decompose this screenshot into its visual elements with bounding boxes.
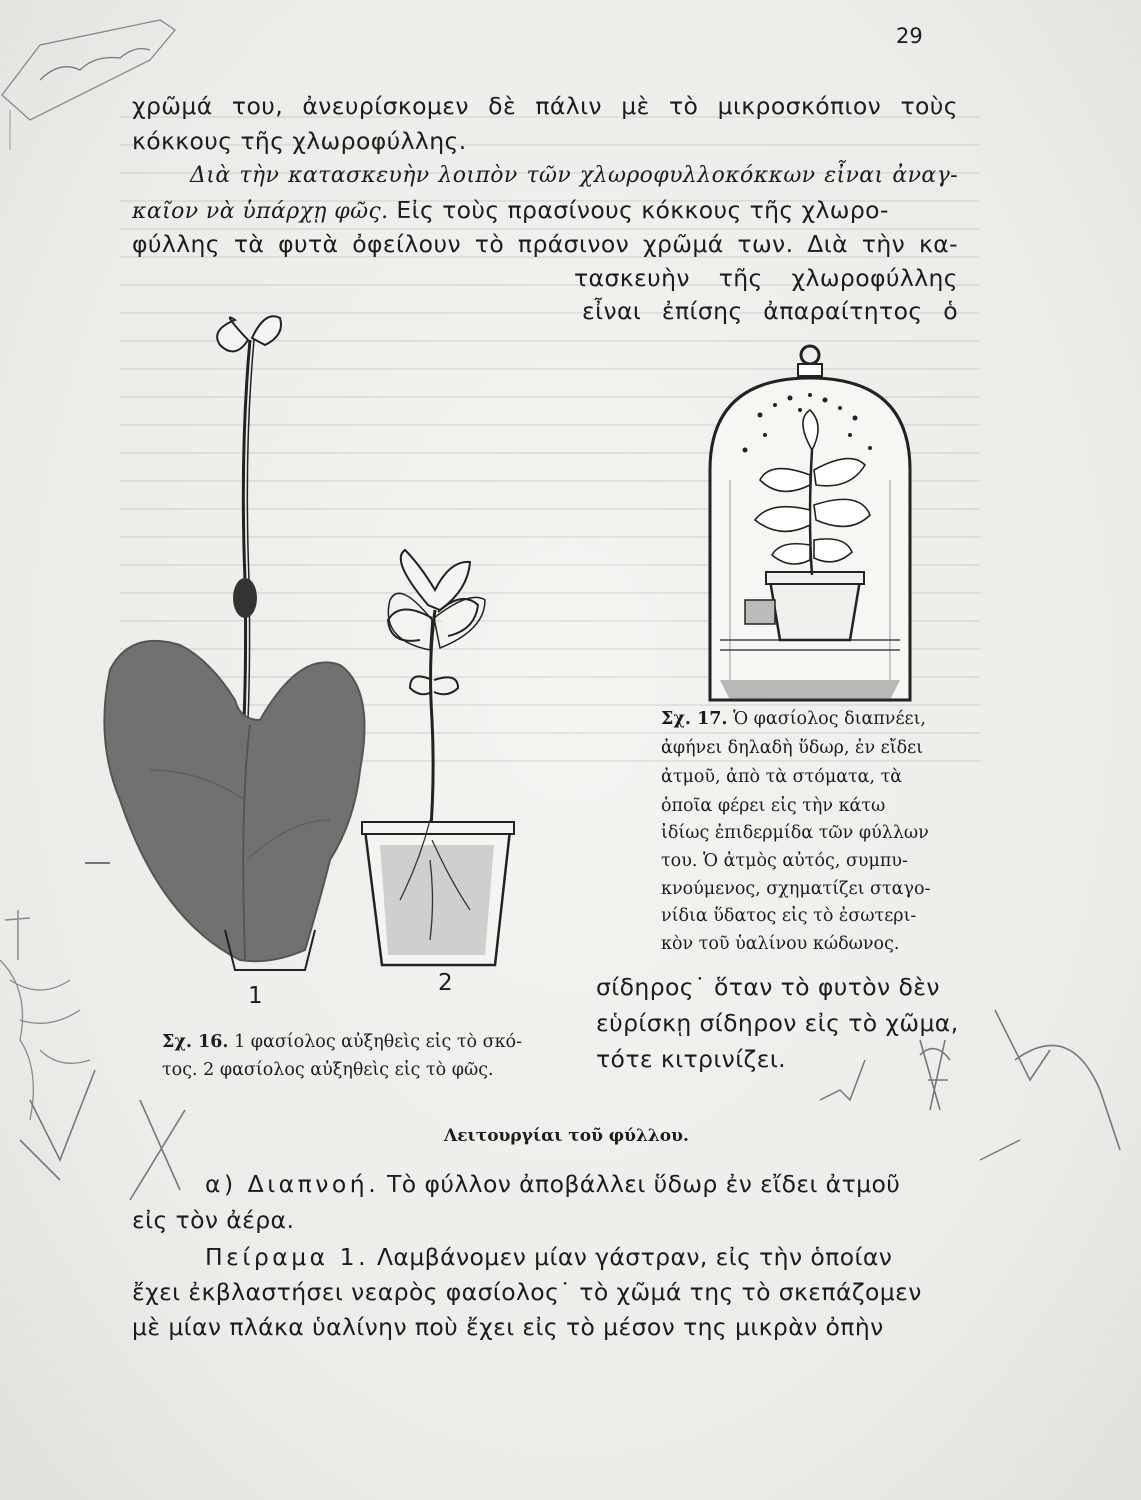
section-heading: Λειτουργίαι τοῦ φύλλου. (444, 1126, 689, 1146)
figure-17-caption-line: κὸν τοῦ ὑαλίνου κώδωνος. (661, 934, 900, 954)
text-fragment: Εἰς τοὺς πρασίνους κόκκους τῆς χλωρο- (388, 196, 889, 224)
text-line: κόκκους τῆς χλωροφύλλης. (132, 127, 467, 155)
pencil-mark-side (80, 855, 120, 875)
figure-17-caption-line: του. Ὁ ἀτμὸς αὐτός, συμπυ- (661, 851, 908, 871)
figure-16-label-1: 1 (248, 983, 263, 1009)
bean-seed (233, 578, 257, 618)
figure-17-caption-line (661, 709, 926, 729)
bell-jar-knob (801, 346, 819, 364)
caption-text: 1 φασίολος αὐξηθεὶς εἰς τὸ σκό- (228, 1032, 522, 1052)
paragraph-label: α) Διαπνοή. (205, 1170, 380, 1198)
figure-17-caption-line: ἰδίως ἐπιδερμίδα τῶν φύλλων (661, 823, 929, 843)
text-fragment: Λαμβάνομεν μίαν γάστραν, εἰς τὴν ὁποίαν (369, 1243, 893, 1271)
text-line: τότε κιτρινίζει. (596, 1045, 787, 1073)
text-line (205, 1243, 892, 1271)
text-line: εὑρίσκῃ σίδηρον εἰς τὸ χῶμα, (596, 1009, 959, 1037)
figure-16-caption-line: τος. 2 φασίολος αὐξηθεὶς εἰς τὸ φῶς. (162, 1060, 494, 1080)
caption-text: Ὁ φασίολος διαπνέει, (727, 709, 926, 729)
text-line: μὲ μίαν πλάκα ὑαλίνην ποὺ ἔχει εἰς τὸ μέσον της μικρὰν ὀπὴν (132, 1313, 884, 1341)
figure-17-caption-line: ἀτμοῦ, ἀπὸ τὰ στόματα, τὰ (661, 767, 903, 787)
figure-17-caption-line: νίδια ὕδατος εἰς τὸ ἐσωτερι- (661, 906, 917, 926)
text-line: φύλλης τὰ φυτὰ ὀφείλουν τὸ πράσινον χρῶμά των. Διὰ τὴν κα- (132, 230, 958, 258)
figure-17-caption-label: Σχ. 17. (661, 709, 728, 729)
text-line: σίδηρος˙ ὅταν τὸ φυτὸν δὲν (596, 973, 940, 1001)
figure-16-illustration (90, 300, 550, 990)
figure-16-caption-line (162, 1032, 522, 1052)
text-line: τασκευὴν τῆς χλωροφύλλης (574, 264, 958, 292)
pot-3 (770, 580, 860, 640)
text-line (132, 196, 958, 224)
text-line-italic: Διὰ τὴν κατασκευὴν λοιπὸν τῶν χλωροφυλλοκόκκων εἶναι ἀναγ- (190, 163, 958, 188)
italic-phrase: καῖον νὰ ὑπάρχῃ φῶς. (132, 199, 389, 224)
text-line: εἰς τὸν ἀέρα. (132, 1206, 295, 1234)
figure-16-label-2: 2 (438, 970, 453, 996)
text-line (205, 1170, 900, 1198)
paragraph-label: Πείραμα 1. (205, 1243, 370, 1271)
text-fragment: Τὸ φύλλον ἀποβάλλει ὕδωρ ἐν εἴδει ἀτμοῦ (379, 1170, 901, 1198)
figure-17-caption-line: κνούμενος, σχηματίζει σταγο- (661, 879, 931, 899)
figure-17-caption-line: ἀφήνει δηλαδὴ ὕδωρ, ἐν εἴδει (661, 738, 924, 758)
text-line: χρῶμά του, ἀνευρίσκομεν δὲ πάλιν μὲ τὸ μικροσκόπιον τοὺς (132, 92, 958, 120)
pencil-marks-right (820, 1000, 1141, 1200)
page-number: 29 (896, 24, 923, 48)
figure-17-caption-line: ὁποῖα φέρει εἰς τὴν κάτω (661, 796, 886, 816)
figure-17-illustration (700, 340, 960, 710)
figure-16-caption-label: Σχ. 16. (162, 1032, 229, 1052)
plant1-leaf (217, 318, 248, 352)
pencil-marks-left (0, 900, 200, 1220)
plant1-leaf (252, 316, 281, 345)
text-line: εἶναι ἐπίσης ἀπαραίτητος ὁ (582, 297, 958, 325)
text-line: ἔχει ἐκβλαστήσει νεαρὸς φασίολος˙ τὸ χῶμά της τὸ σκεπάζομεν (132, 1278, 922, 1306)
